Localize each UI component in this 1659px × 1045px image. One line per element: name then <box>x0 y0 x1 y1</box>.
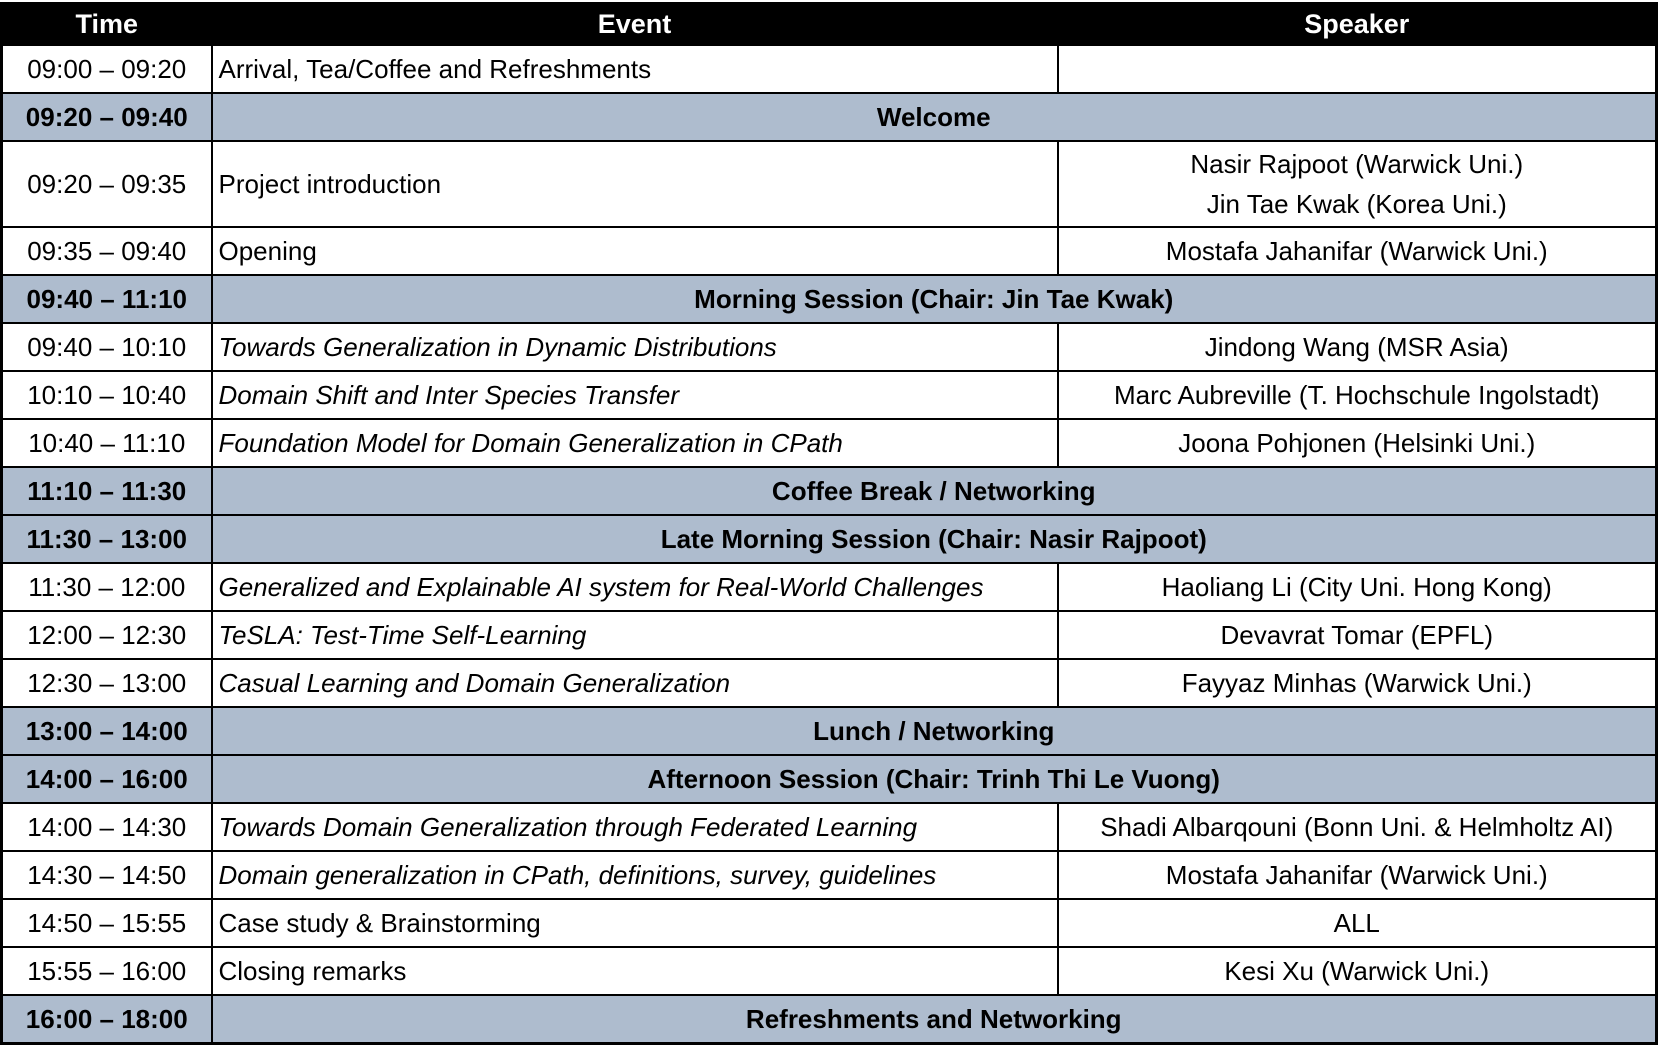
event-cell: Domain generalization in CPath, definitions, survey, guidelines <box>212 851 1058 899</box>
section-title: Late Morning Session (Chair: Nasir Rajpoot) <box>212 515 1657 563</box>
speaker-cell <box>1058 141 1657 227</box>
event-row <box>2 323 1657 371</box>
event-row <box>2 659 1657 707</box>
section-title: Afternoon Session (Chair: Trinh Thi Le Vuong) <box>212 755 1657 803</box>
speaker-cell: Fayyaz Minhas (Warwick Uni.) <box>1058 659 1657 707</box>
time-cell: 09:35 – 09:40 <box>2 227 212 275</box>
event-row <box>2 611 1657 659</box>
time-cell: 14:00 – 14:30 <box>2 803 212 851</box>
time-cell: 09:40 – 11:10 <box>2 275 212 323</box>
section-title: Refreshments and Networking <box>212 995 1657 1044</box>
event-cell: Foundation Model for Domain Generalization in CPath <box>212 419 1058 467</box>
event-cell: Opening <box>212 227 1058 275</box>
section-title: Welcome <box>212 93 1657 141</box>
event-cell: Towards Domain Generalization through Federated Learning <box>212 803 1058 851</box>
event-cell: Domain Shift and Inter Species Transfer <box>212 371 1058 419</box>
schedule-table <box>0 2 1658 1045</box>
event-cell: Case study & Brainstorming <box>212 899 1058 947</box>
speaker-cell: Marc Aubreville (T. Hochschule Ingolstadt) <box>1058 371 1657 419</box>
speaker-cell: Mostafa Jahanifar (Warwick Uni.) <box>1058 851 1657 899</box>
schedule-body <box>2 45 1657 1044</box>
section-row <box>2 93 1657 141</box>
section-row <box>2 707 1657 755</box>
column-header-speaker: Speaker <box>1058 4 1657 46</box>
column-header-time: Time <box>2 4 212 46</box>
event-row <box>2 803 1657 851</box>
time-cell: 14:00 – 16:00 <box>2 755 212 803</box>
time-cell: 14:30 – 14:50 <box>2 851 212 899</box>
speaker-line: Jin Tae Kwak (Korea Uni.) <box>1206 189 1507 219</box>
time-cell: 14:50 – 15:55 <box>2 899 212 947</box>
time-cell: 15:55 – 16:00 <box>2 947 212 995</box>
event-row <box>2 947 1657 995</box>
event-row <box>2 563 1657 611</box>
speaker-cell: Haoliang Li (City Uni. Hong Kong) <box>1058 563 1657 611</box>
event-row <box>2 419 1657 467</box>
time-cell: 16:00 – 18:00 <box>2 995 212 1044</box>
event-cell: Arrival, Tea/Coffee and Refreshments <box>212 45 1058 93</box>
event-row <box>2 45 1657 93</box>
speaker-cell: Joona Pohjonen (Helsinki Uni.) <box>1058 419 1657 467</box>
time-cell: 12:30 – 13:00 <box>2 659 212 707</box>
section-title: Lunch / Networking <box>212 707 1657 755</box>
speaker-cell: Shadi Albarqouni (Bonn Uni. & Helmholtz AI) <box>1058 803 1657 851</box>
event-cell: Generalized and Explainable AI system for Real-World Challenges <box>212 563 1058 611</box>
event-cell: Towards Generalization in Dynamic Distributions <box>212 323 1058 371</box>
event-cell: Closing remarks <box>212 947 1058 995</box>
section-row <box>2 275 1657 323</box>
section-row <box>2 467 1657 515</box>
time-cell: 10:10 – 10:40 <box>2 371 212 419</box>
time-cell: 09:20 – 09:40 <box>2 93 212 141</box>
section-row <box>2 995 1657 1044</box>
event-row <box>2 851 1657 899</box>
section-row <box>2 515 1657 563</box>
column-header-event: Event <box>212 4 1058 46</box>
time-cell: 11:30 – 13:00 <box>2 515 212 563</box>
time-cell: 09:00 – 09:20 <box>2 45 212 93</box>
event-cell: Project introduction <box>212 141 1058 227</box>
speaker-cell: Kesi Xu (Warwick Uni.) <box>1058 947 1657 995</box>
time-cell: 13:00 – 14:00 <box>2 707 212 755</box>
speaker-cell: Jindong Wang (MSR Asia) <box>1058 323 1657 371</box>
event-cell: Casual Learning and Domain Generalization <box>212 659 1058 707</box>
time-cell: 11:10 – 11:30 <box>2 467 212 515</box>
time-cell: 10:40 – 11:10 <box>2 419 212 467</box>
speaker-line: Nasir Rajpoot (Warwick Uni.) <box>1190 148 1524 179</box>
section-title: Morning Session (Chair: Jin Tae Kwak) <box>212 275 1657 323</box>
time-cell: 11:30 – 12:00 <box>2 563 212 611</box>
speaker-cell: Devavrat Tomar (EPFL) <box>1058 611 1657 659</box>
time-cell: 09:40 – 10:10 <box>2 323 212 371</box>
speaker-cell: Mostafa Jahanifar (Warwick Uni.) <box>1058 227 1657 275</box>
time-cell: 09:20 – 09:35 <box>2 141 212 227</box>
time-cell: 12:00 – 12:30 <box>2 611 212 659</box>
event-row <box>2 141 1657 227</box>
speaker-cell <box>1058 45 1657 93</box>
event-row <box>2 899 1657 947</box>
event-row <box>2 227 1657 275</box>
event-row <box>2 371 1657 419</box>
speaker-cell: ALL <box>1058 899 1657 947</box>
header-row <box>2 4 1657 46</box>
section-title: Coffee Break / Networking <box>212 467 1657 515</box>
event-cell: TeSLA: Test-Time Self-Learning <box>212 611 1058 659</box>
section-row <box>2 755 1657 803</box>
